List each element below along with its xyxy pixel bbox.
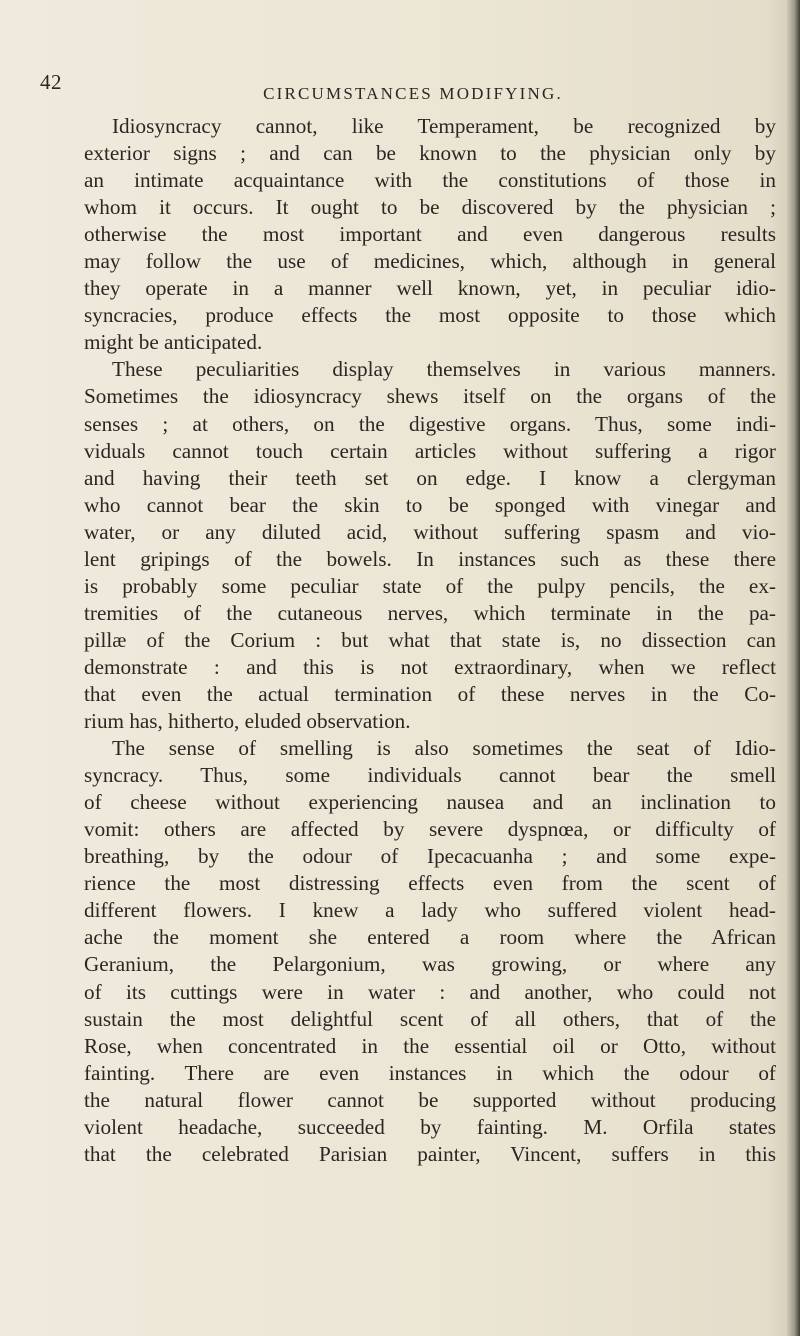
text-line: violent headache, succeeded by fainting. M. Orfila states (84, 1114, 776, 1139)
body-text (84, 113, 776, 1168)
page-edge-shadow (786, 0, 800, 1336)
text-line: that the celebrated Parisian painter, Vincent, suffers in this (84, 1141, 776, 1166)
text-line: and having their teeth set on edge. I know a clergyman (84, 465, 776, 490)
text-line: viduals cannot touch certain articles without suffering a rigor (84, 438, 776, 463)
text-line: Sometimes the idiosyncracy shews itself on the organs of the (84, 384, 776, 409)
text-line: Rose, when concentrated in the essential oil or Otto, without (84, 1033, 776, 1058)
text-line: whom it occurs. It ought to be discovered by the physician ; (84, 195, 776, 220)
text-line: water, or any diluted acid, without suffering spasm and vio- (84, 519, 776, 544)
text-line: breathing, by the odour of Ipecacuanha ; and some expe- (84, 844, 776, 869)
text-line: demonstrate : and this is not extraordinary, when we reflect (84, 654, 776, 679)
text-line: syncracies, produce effects the most opposite to those which (84, 303, 776, 328)
text-line: of cheese without experiencing nausea and an inclination to (84, 790, 776, 815)
text-line: Idiosyncracy cannot, like Temperament, be recognized by (112, 114, 776, 138)
text-line: is probably some peculiar state of the pulpy pencils, the ex- (84, 573, 776, 598)
text-line: vomit: others are affected by severe dyspnœa, or difficulty of (84, 817, 776, 842)
text-line: pillæ of the Corium : but what that state is, no dissection can (84, 627, 776, 652)
text-line: rience the most distressing effects even from the scent of (84, 871, 776, 896)
text-line: tremities of the cutaneous nerves, which terminate in the pa- (84, 600, 776, 625)
text-line: the natural flower cannot be supported without producing (84, 1087, 776, 1112)
text-line: The sense of smelling is also sometimes the seat of Idio- (112, 736, 776, 761)
text-line: an intimate acquaintance with the constitutions of those in (84, 168, 776, 193)
text-line: otherwise the most important and even dangerous results (84, 222, 776, 247)
text-line: ache the moment she entered a room where the African (84, 925, 776, 950)
text-line: syncracy. Thus, some individuals cannot bear the smell (84, 763, 776, 788)
text-line: they operate in a manner well known, yet, in peculiar idio- (84, 276, 776, 301)
text-line: fainting. There are even instances in which the odour of (84, 1060, 776, 1085)
text-line: different flowers. I knew a lady who suffered violent head- (84, 898, 776, 923)
text-line: who cannot bear the skin to be sponged with vinegar and (84, 492, 776, 517)
running-head: CIRCUMSTANCES MODIFYING. (263, 84, 563, 103)
text-line: sustain the most delightful scent of all others, that of the (84, 1006, 776, 1031)
text-line: might be anticipated. (84, 330, 263, 355)
text-line: lent gripings of the bowels. In instances such as these there (84, 546, 776, 571)
text-line: rium has, hitherto, eluded observation. (84, 709, 411, 734)
text-line: of its cuttings were in water : and another, who could not (84, 979, 776, 1004)
text-line: Geranium, the Pelargonium, was growing, or where any (84, 952, 776, 977)
text-line: These peculiarities display themselves in various manners. (112, 357, 776, 382)
page-number: 42 (40, 70, 62, 94)
text-line: that even the actual termination of these nerves in the Co- (84, 681, 776, 706)
text-line: senses ; at others, on the digestive organs. Thus, some indi- (84, 411, 776, 436)
text-line: may follow the use of medicines, which, although in general (84, 249, 776, 274)
text-line: exterior signs ; and can be known to the physician only by (84, 141, 776, 166)
